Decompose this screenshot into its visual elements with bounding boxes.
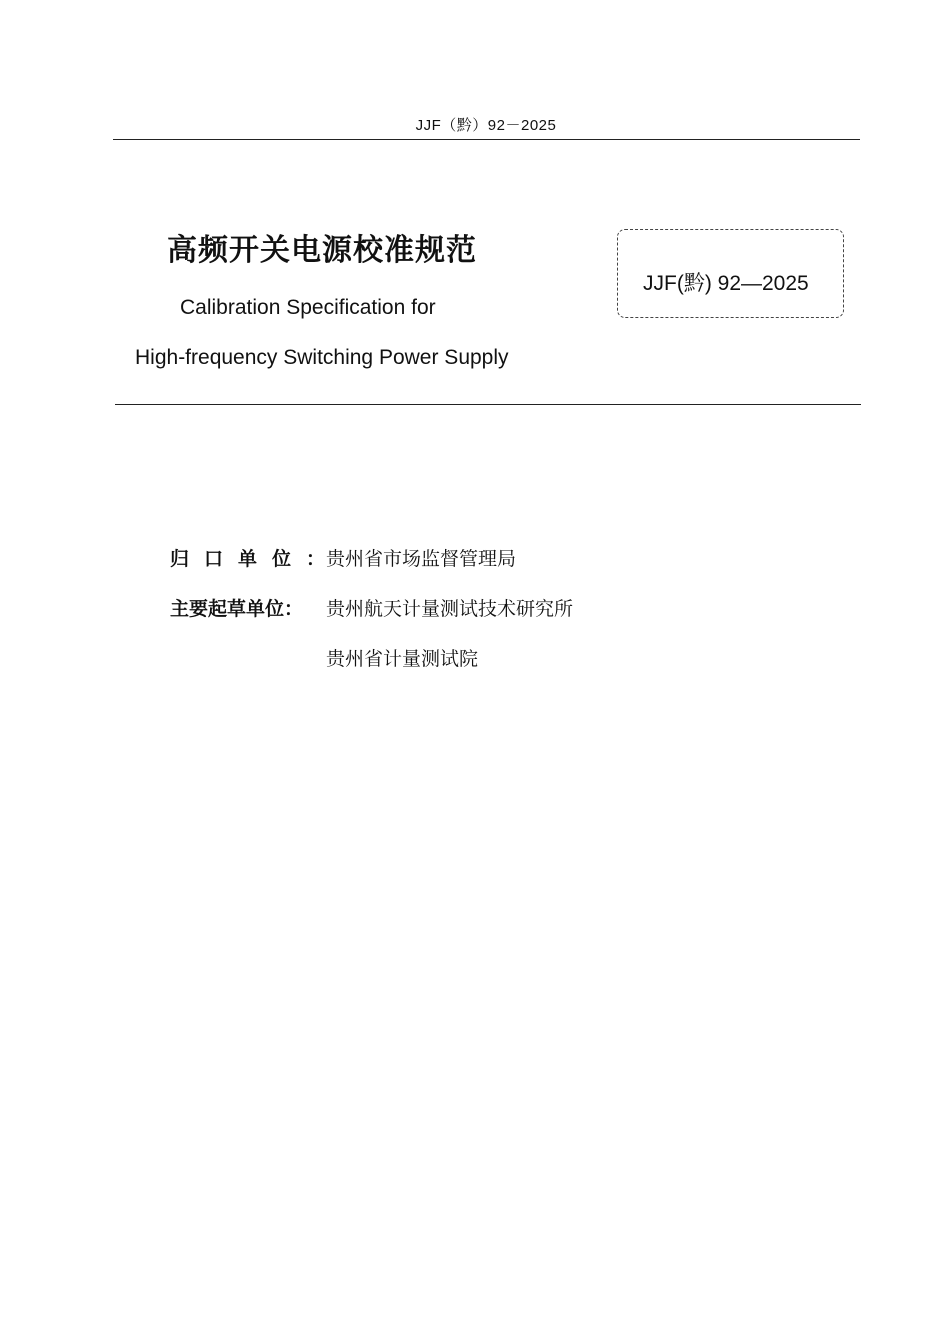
document-title-english-line2: High-frequency Switching Power Supply [135,346,509,369]
drafter-1: 贵州航天计量测试技术研究所 [326,598,574,620]
drafters-row-2 [170,644,478,671]
title-divider [115,404,861,405]
drafters-row [170,594,573,621]
specification-code: JJF(黔) 92—2025 [643,272,809,295]
drafters-label: 主要起草单位： [170,598,304,620]
authority-value: 贵州省市场监督管理局 [326,548,517,570]
document-title-chinese: 高频开关电源校准规范 [167,233,477,268]
document-title-english-line1: Calibration Specification for [180,296,436,319]
header-divider [113,139,860,140]
drafter-2: 贵州省计量测试院 [326,648,479,670]
authority-row [170,544,516,571]
authority-label: 归口单位： [170,548,341,570]
document-code-header: JJF（黔）92－2025 [415,117,557,134]
specification-code-box [617,229,844,318]
